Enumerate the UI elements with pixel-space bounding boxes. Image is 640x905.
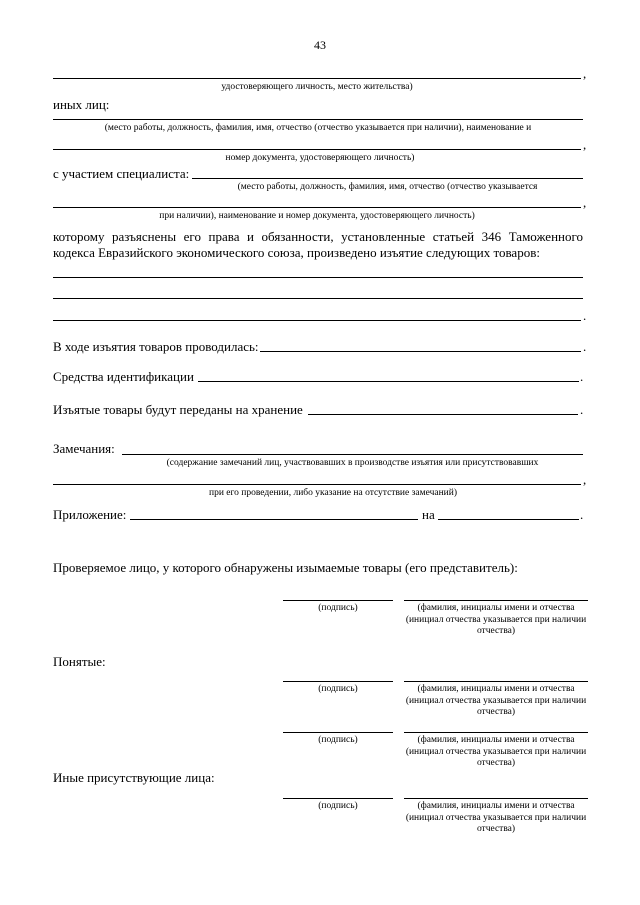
other-persons-label: иных лиц: — [53, 97, 110, 112]
other-persons-line-2 — [53, 149, 581, 150]
name-line-3 — [404, 732, 588, 733]
attachment-label: Приложение: — [53, 507, 127, 522]
storage-label: Изъятые товары будут переданы на хранение — [53, 402, 303, 417]
name-caption-3: (фамилия, инициалы имени и отчества (инициал отчества указывается при наличии отчества) — [405, 735, 587, 768]
period-mark: . — [583, 339, 587, 354]
signature-caption-4: (подпись) — [318, 801, 358, 811]
comma-mark: , — [583, 472, 587, 487]
attachment-pages-line — [438, 519, 579, 520]
identity-caption: удостоверяющего личность, место жительства) — [221, 82, 413, 92]
period-mark: . — [580, 507, 584, 522]
signature-line-1 — [283, 600, 393, 601]
attachment-line — [130, 519, 418, 520]
goods-line-3 — [53, 320, 581, 321]
signature-line-2 — [283, 681, 393, 682]
signature-line-4 — [283, 798, 393, 799]
name-line-1 — [404, 600, 588, 601]
name-caption-4: (фамилия, инициалы имени и отчества (инициал отчества указывается при наличии отчества) — [405, 801, 587, 834]
signature-caption-1: (подпись) — [318, 603, 358, 613]
rights-paragraph: которому разъяснены его права и обязанности, установленные статьей 346 Таможенного кодекса Евразийского экономического союза, произведено изъятие следующих товаров: — [53, 229, 583, 260]
conducted-label: В ходе изъятия товаров проводилась: — [53, 339, 259, 354]
specialist-caption-2: при наличии), наименование и номер документа, удостоверяющего личность) — [159, 211, 475, 221]
signature-line-3 — [283, 732, 393, 733]
name-line-4 — [404, 798, 588, 799]
specialist-line — [192, 178, 583, 179]
remarks-label: Замечания: — [53, 441, 115, 456]
identification-line — [198, 381, 579, 382]
comma-mark: , — [583, 195, 587, 210]
name-caption-2: (фамилия, инициалы имени и отчества (инициал отчества указывается при наличии отчества) — [405, 684, 587, 717]
witnesses-label: Понятые: — [53, 654, 106, 669]
period-mark: . — [583, 308, 587, 323]
conducted-line — [260, 351, 581, 352]
remarks-line-2 — [53, 484, 581, 485]
name-line-2 — [404, 681, 588, 682]
work-position-caption: (место работы, должность, фамилия, имя, отчество (отчество указывается при наличии), наименование и — [104, 123, 532, 133]
storage-line — [308, 414, 578, 415]
comma-mark: , — [583, 66, 587, 81]
specialist-caption-1: (место работы, должность, фамилия, имя, отчество (отчество указывается — [237, 182, 538, 192]
remarks-line — [122, 454, 583, 455]
goods-line-2 — [53, 298, 583, 299]
goods-line-1 — [53, 277, 583, 278]
attachment-on-label: на — [422, 507, 435, 522]
period-mark: . — [580, 402, 584, 417]
identification-label: Средства идентификации — [53, 369, 194, 384]
comma-mark: , — [583, 137, 587, 152]
name-caption-1: (фамилия, инициалы имени и отчества (инициал отчества указывается при наличии отчества) — [405, 603, 587, 636]
inspected-person-label: Проверяемое лицо, у которого обнаружены изымаемые товары (его представитель): — [53, 560, 518, 575]
signature-caption-2: (подпись) — [318, 684, 358, 694]
specialist-line-2 — [53, 207, 581, 208]
others-present-label: Иные присутствующие лица: — [53, 770, 215, 785]
identity-field-line — [53, 78, 581, 79]
remarks-caption-2: при его проведении, либо указание на отсутствие замечаний) — [209, 488, 457, 498]
remarks-caption-1: (содержание замечаний лиц, участвовавших в производстве изъятия или присутствовавших — [166, 458, 539, 468]
specialist-label: с участием специалиста: — [53, 166, 190, 181]
doc-number-caption: номер документа, удостоверяющего личность) — [225, 153, 415, 163]
other-persons-line — [53, 119, 583, 120]
signature-caption-3: (подпись) — [318, 735, 358, 745]
period-mark: . — [580, 369, 584, 384]
page-number: 43 — [314, 38, 326, 52]
